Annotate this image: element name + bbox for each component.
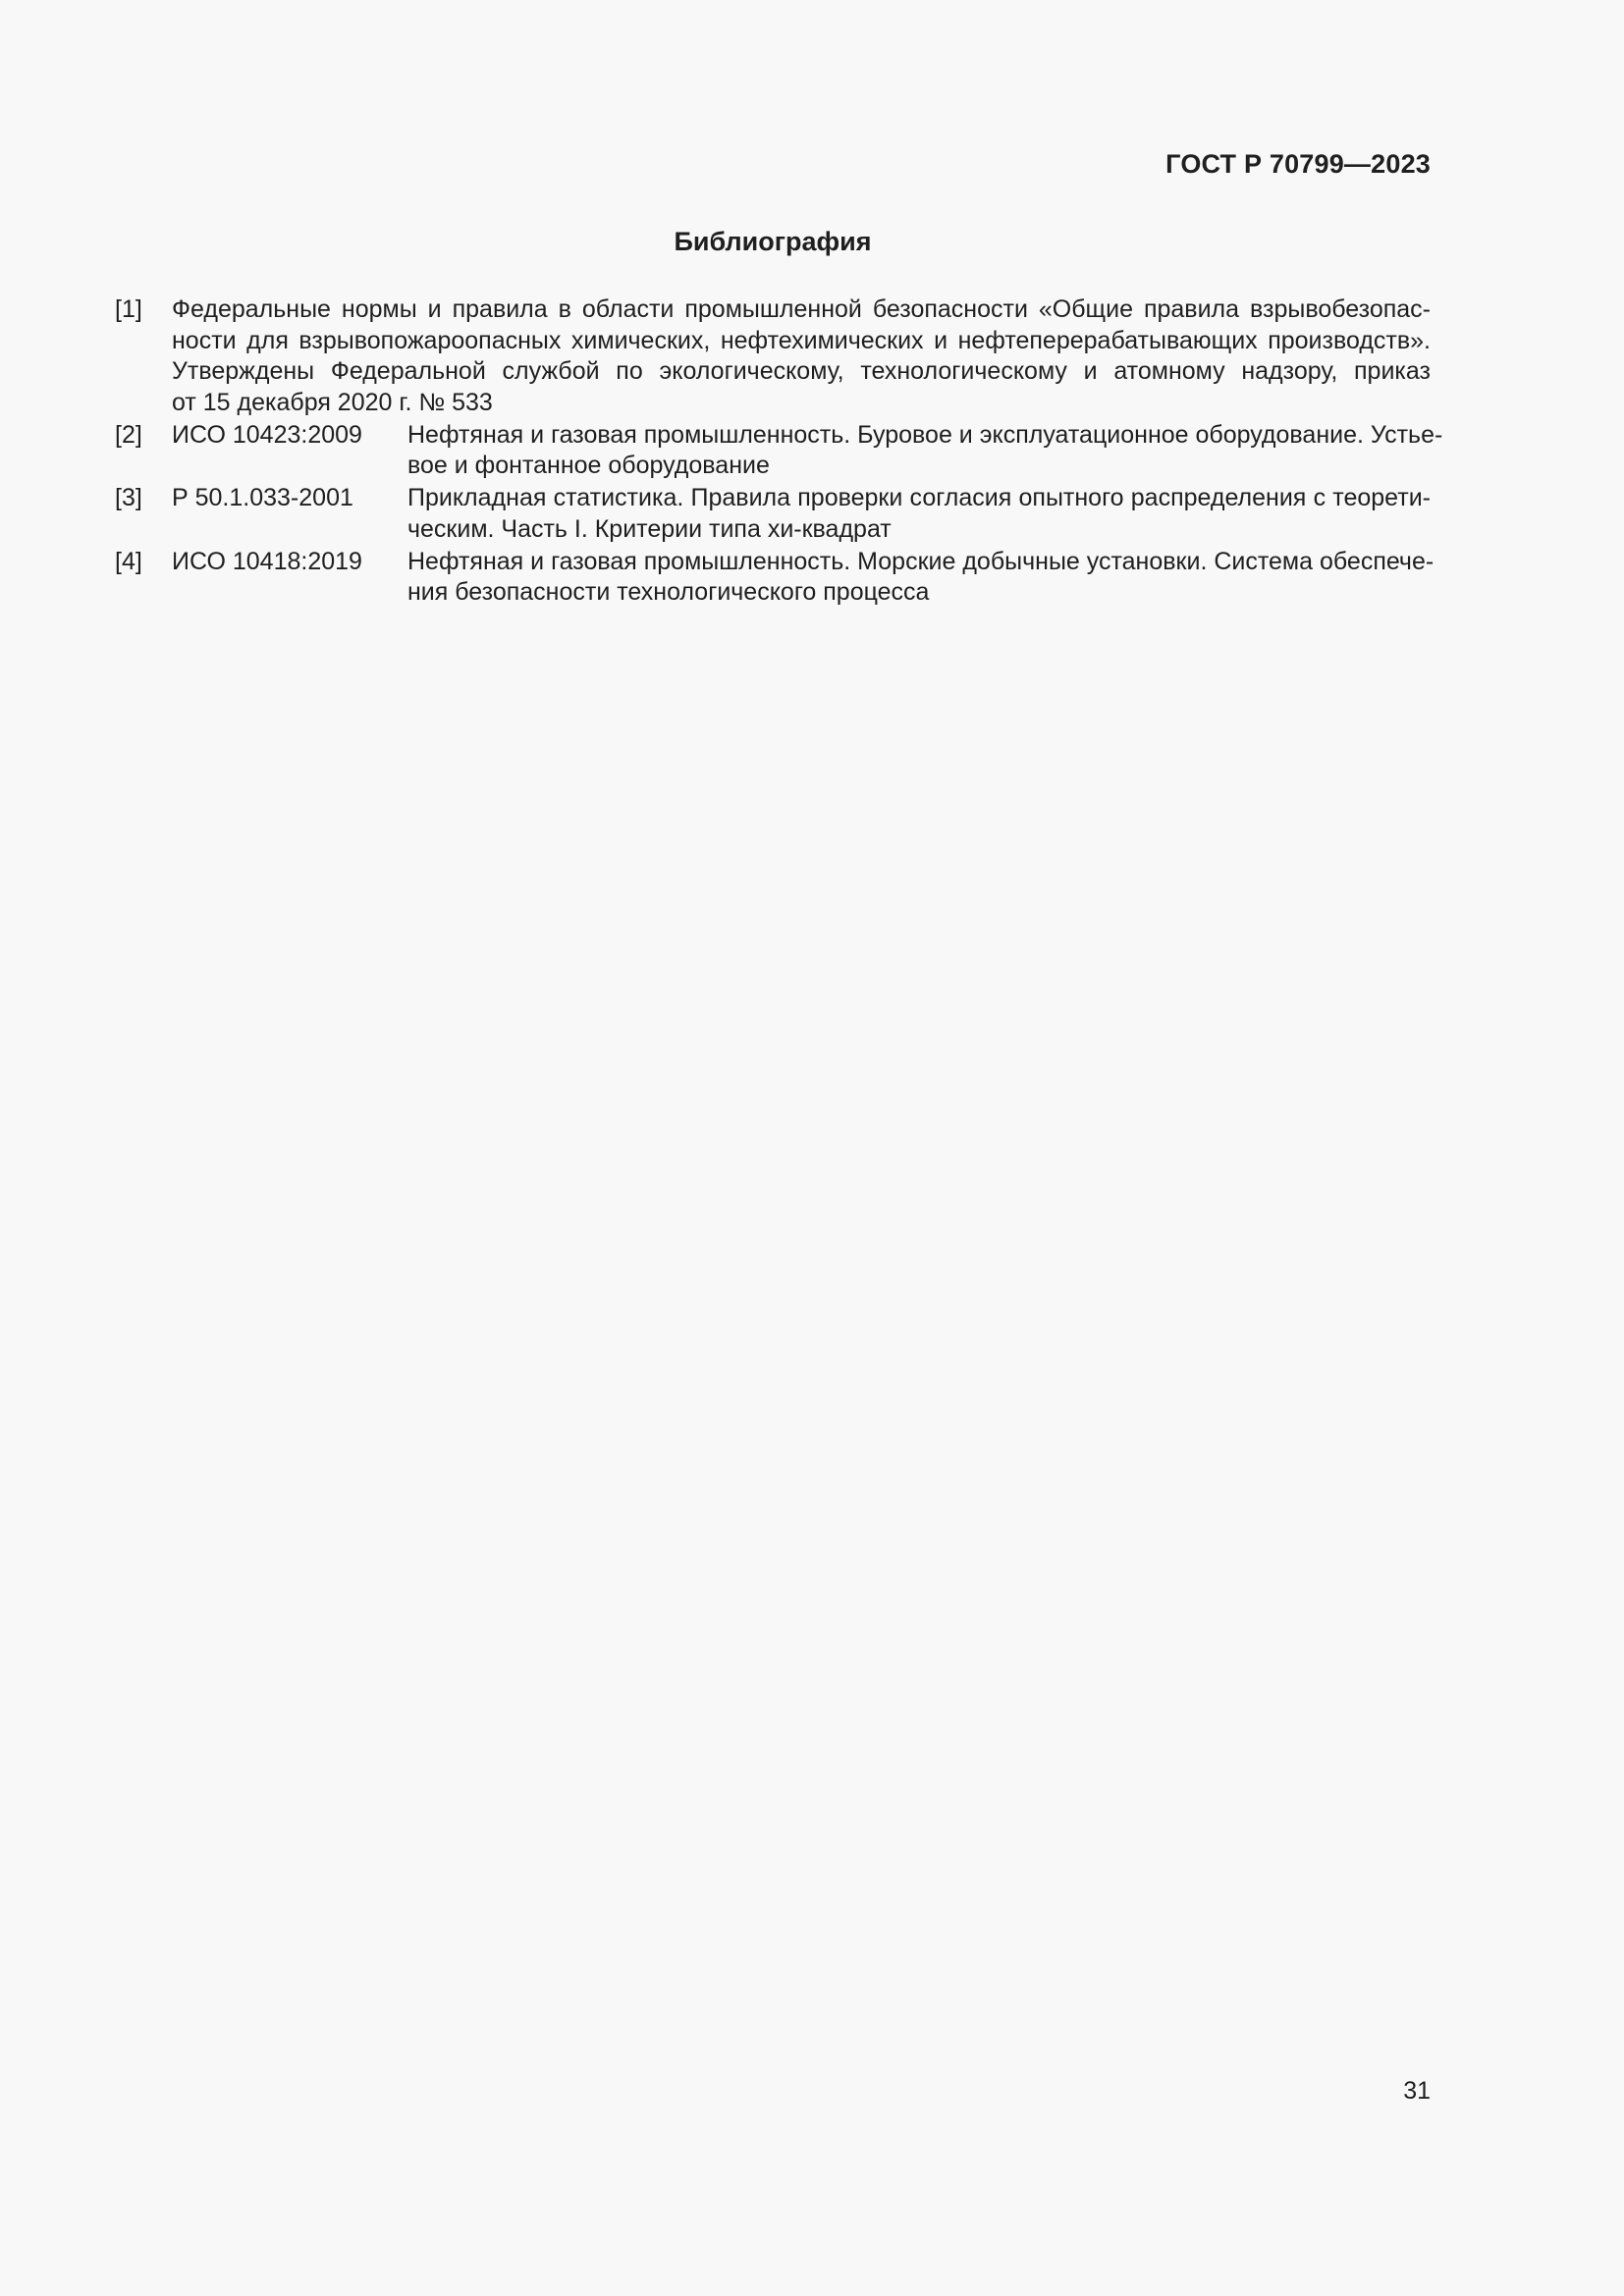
entry-standard-code: ИСО 10423:2009 [172,420,362,449]
entry-text-line: Прикладная статистика. Правила проверки согласия опытного распределения с теорети- [407,484,1431,511]
entry-text-line: Утверждены Федеральной службой по экологическому, технологическому и атомному надзору, приказ [172,357,1431,385]
entry-text-line: от 15 декабря 2020 г. № 533 [172,388,493,416]
entry-text-line: ния безопасности технологического процесса [407,578,930,606]
entry-text-line: Федеральные нормы и правила в области промышленной безопасности «Общие правила взрывобезопас- [172,295,1431,323]
section-title: Библиография [674,227,872,256]
bibliography-entry-4 [115,547,1435,609]
entry-text-line: ности для взрывопожароопасных химических, нефтехимических и нефтеперерабатывающих производств». [172,326,1431,354]
bibliography-list [115,294,1443,610]
entry-standard-code: Р 50.1.033-2001 [172,484,353,511]
entry-text-line: ческим. Часть I. Критерии типа хи-квадрат [407,514,892,543]
entry-number: [1] [115,295,142,323]
bibliography-entry-3 [115,483,1431,545]
entry-text [407,547,1435,609]
entry-standard-code: ИСО 10418:2019 [172,547,362,575]
bibliography-entry-2 [115,420,1443,482]
entry-text-line: вое и фонтанное оборудование [407,452,770,479]
entry-text [407,420,1443,482]
entry-number: [3] [115,484,142,511]
entry-number: [4] [115,547,142,575]
bibliography-entry-1 [115,294,1431,418]
entry-text-line: Нефтяная и газовая промышленность. Буровое и эксплуатационное оборудование. Устье- [407,420,1443,449]
entry-text [407,483,1431,545]
document-code: ГОСТ Р 70799—2023 [1165,149,1431,179]
entry-text-line: Нефтяная и газовая промышленность. Морские добычные установки. Система обеспече- [407,547,1435,575]
entry-number: [2] [115,420,142,449]
page-number: 31 [1403,2077,1431,2105]
entry-text [172,294,1431,418]
